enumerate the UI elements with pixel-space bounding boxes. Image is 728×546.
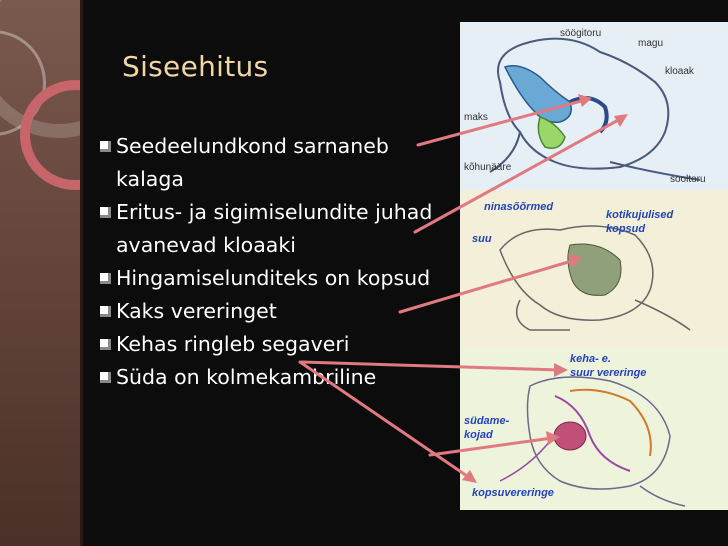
bullet-text: Süda on kolmekambriline (116, 365, 377, 389)
arrow-head-icon (568, 254, 582, 268)
figure-label: suur vereringe (570, 367, 647, 379)
arrow-head-icon (554, 363, 568, 377)
arrow-head-icon (578, 94, 592, 107)
figure-label: maks (464, 112, 488, 123)
figure-label: suu (472, 233, 492, 245)
figure-label: keha- e. (570, 353, 611, 365)
bullet-text: Kaks vereringet (116, 299, 277, 323)
bullet-text: Seedeelundkond sarnaneb kalaga (116, 134, 389, 191)
arrow-head-icon (546, 431, 560, 445)
figure-label: kloaak (665, 66, 694, 77)
slide-title: Siseehitus (122, 50, 269, 83)
figure-label: kõhunääre (464, 162, 512, 173)
figure-label: magu (638, 38, 664, 49)
arrow-head-icon (462, 470, 477, 483)
arrow-line (300, 362, 470, 478)
figure-label: südame- (464, 415, 510, 427)
bullet-text: Eritus- ja sigimiselundite juhad avanevad kloaaki (116, 200, 433, 257)
bullet-text: Hingamiselunditeks on kopsud (116, 266, 431, 290)
figure-label: kojad (464, 429, 493, 441)
bullet-text: Kehas ringleb segaveri (116, 332, 350, 356)
arrow-line (418, 100, 585, 145)
figure-label: söögitoru (560, 28, 602, 39)
arrow-line (400, 260, 575, 312)
figure-label: kopsud (606, 223, 646, 235)
figure-label: sooltoru (670, 174, 706, 185)
figure-label: kotikujulised (606, 209, 674, 221)
figure-label: kopsuvereringe (472, 487, 554, 499)
figure-label: ninasõõrmed (484, 201, 554, 213)
arrow-line (302, 362, 560, 370)
arrow-line (415, 118, 622, 232)
arrow-line (430, 438, 552, 455)
